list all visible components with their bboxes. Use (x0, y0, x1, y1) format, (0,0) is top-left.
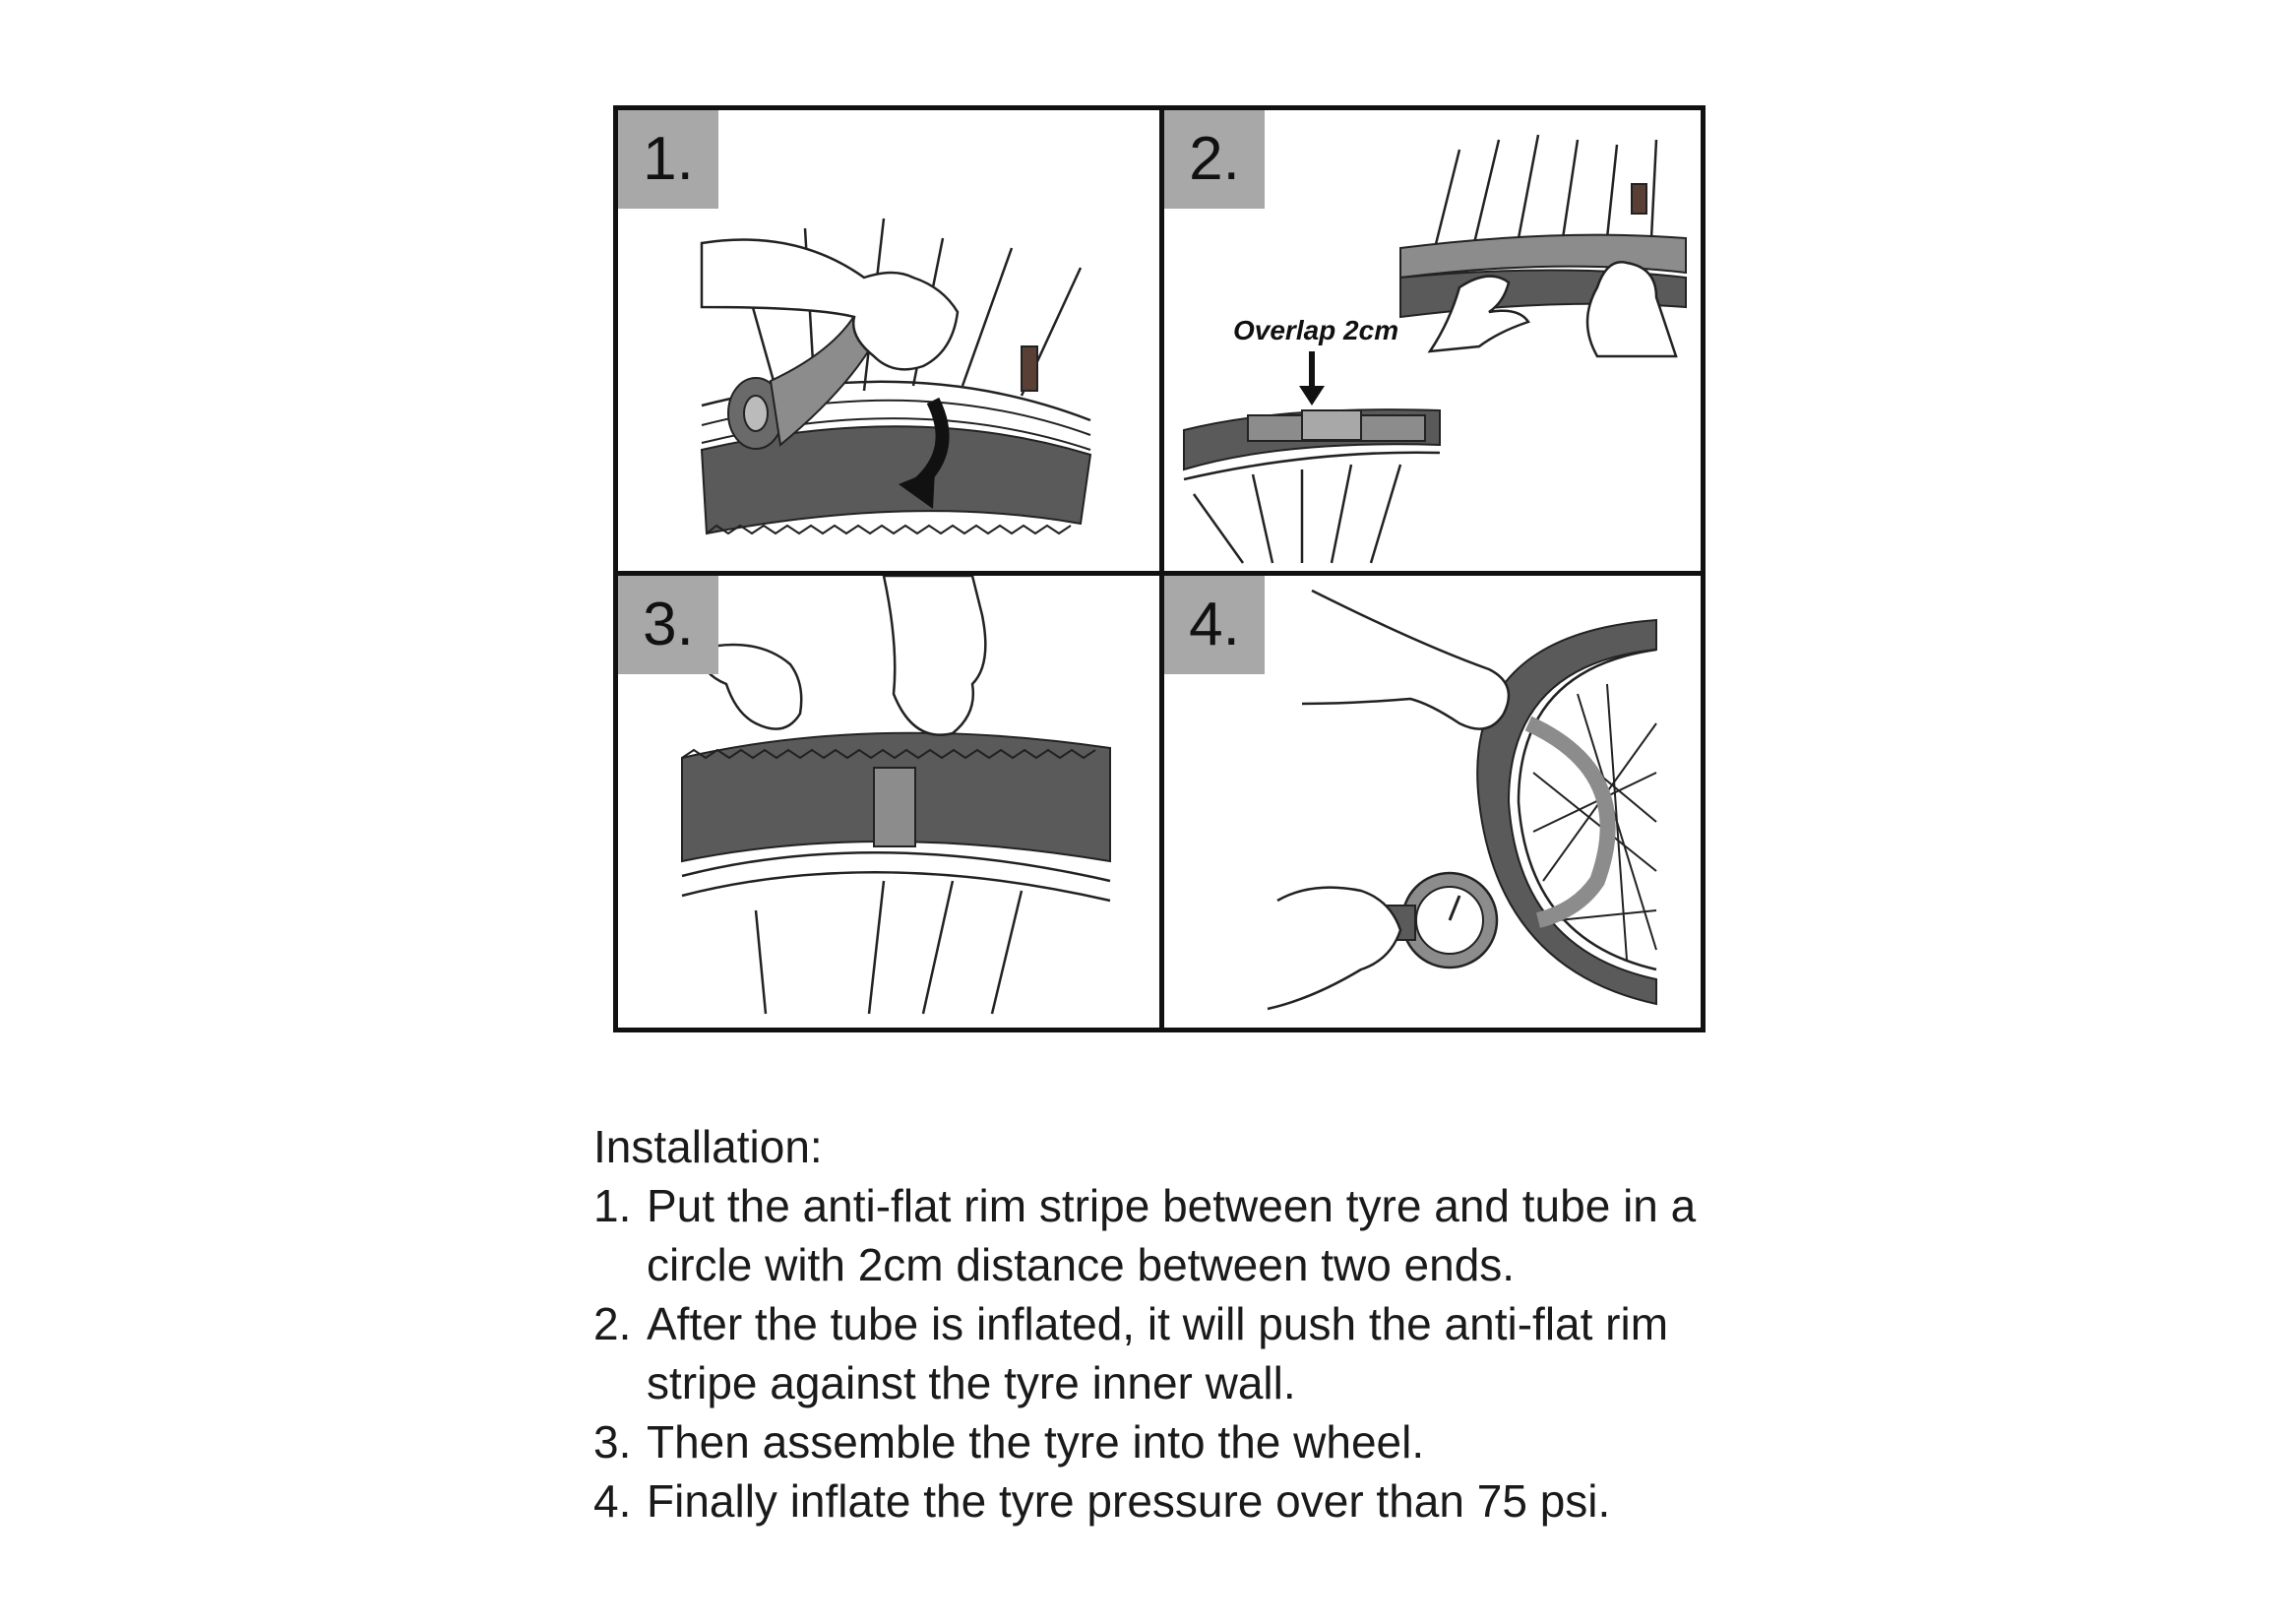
instructions-heading: Installation: (593, 1121, 823, 1172)
instruction-text: Then assemble the tyre into the wheel. (647, 1416, 1425, 1468)
step-4-panel (1164, 576, 1701, 1028)
instruction-step-3 (593, 1412, 1774, 1471)
step-3-badge: 3. (618, 576, 718, 674)
step-2-panel (1164, 110, 1701, 571)
instruction-text: After the tube is inflated, it will push the anti-flat rim stripe against the tyre inner wall. (647, 1298, 1669, 1408)
instruction-number: 1. (593, 1180, 632, 1231)
installation-instructions (593, 1117, 1774, 1530)
instructions-list (593, 1176, 1774, 1530)
instruction-text: Put the anti-flat rim stripe between tyre and tube in a circle with 2cm distance between two ends. (647, 1180, 1697, 1290)
instruction-number: 2. (593, 1298, 632, 1349)
step-1-panel (618, 110, 1159, 571)
instruction-step-2 (593, 1294, 1774, 1412)
step-3-panel (618, 576, 1159, 1028)
instruction-number: 4. (593, 1475, 632, 1527)
step-2-badge: 2. (1164, 110, 1265, 209)
overlap-callout: Overlap 2cm (1233, 315, 1399, 345)
installation-figure (613, 105, 1706, 1032)
instruction-step-4 (593, 1471, 1774, 1530)
step-1-badge: 1. (618, 110, 718, 209)
instruction-step-1 (593, 1176, 1774, 1294)
instruction-text: Finally inflate the tyre pressure over than 75 psi. (647, 1475, 1611, 1527)
step-4-badge: 4. (1164, 576, 1265, 674)
instruction-number: 3. (593, 1416, 632, 1468)
